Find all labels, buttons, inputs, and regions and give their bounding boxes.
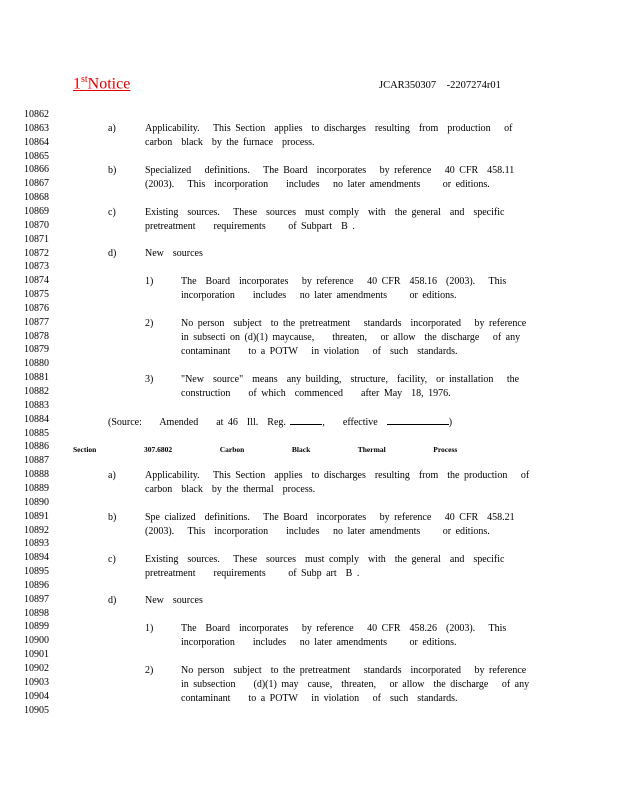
new-sources-heading-2: New sources bbox=[145, 595, 203, 606]
prohibition-text-2-cont2: contaminant to a POTW in violation of such standards. bbox=[181, 693, 458, 704]
new-sources-incorporation-cont: incorporation includes no later amendments or editions. bbox=[181, 290, 457, 301]
applicability-text-2-cont: carbon black by the thermal process. bbox=[145, 484, 316, 495]
section-heading: Section 307.6802 Carbon Black Thermal Process bbox=[73, 445, 458, 454]
source-note-effective: , effective bbox=[322, 417, 378, 428]
item-label-a-2: a) bbox=[108, 470, 116, 481]
new-source-definition: "New source" means any building, structure, facility, or installation the bbox=[181, 374, 520, 385]
new-sources-incorporation-2: The Board incorporates by reference 40 CFR 458.26 (2003). This bbox=[181, 623, 507, 634]
item-label-d: d) bbox=[108, 248, 117, 259]
line-number: 10902 bbox=[24, 663, 49, 674]
source-note-prefix: (Source: Amended at 46 Ill. Reg. bbox=[108, 417, 286, 428]
applicability-text: Applicability. This Section applies to discharges resulting from production of bbox=[145, 123, 513, 134]
definitions-text-2-cont: (2003). This incorporation includes no later amendments or editions. bbox=[145, 526, 490, 537]
existing-sources-text-2: Existing sources. These sources must comply with the general and specific bbox=[145, 554, 505, 565]
line-number: 10878 bbox=[24, 330, 49, 342]
item-label-a: a) bbox=[108, 123, 116, 134]
item-label-d1-2: 1) bbox=[145, 623, 154, 634]
line-number: 10895 bbox=[24, 566, 49, 577]
line-number: 10898 bbox=[24, 607, 49, 619]
existing-sources-text-2-cont: pretreatment requirements of Subp art B . bbox=[145, 568, 360, 579]
line-number: 10894 bbox=[24, 552, 49, 564]
line-number: 10862 bbox=[24, 109, 49, 120]
line-number: 10881 bbox=[24, 372, 49, 384]
item-label-c-2: c) bbox=[108, 554, 116, 565]
item-label-c: c) bbox=[108, 207, 116, 218]
line-number: 10870 bbox=[24, 219, 49, 231]
source-note-suffix: ) bbox=[448, 417, 453, 428]
item-label-b-2: b) bbox=[108, 512, 117, 523]
prohibition-text-2: No person subject to the pretreatment standards incorporated by reference bbox=[181, 665, 527, 676]
line-number: 10890 bbox=[24, 496, 49, 508]
line-number: 10889 bbox=[24, 482, 49, 494]
line-number: 10904 bbox=[24, 690, 49, 702]
prohibition-text: No person subject to the pretreatment standards incorporated by reference bbox=[181, 318, 527, 329]
definitions-text-cont: (2003). This incorporation includes no later amendments or editions. bbox=[145, 179, 490, 190]
item-label-d3: 3) bbox=[145, 374, 154, 385]
line-number: 10866 bbox=[24, 164, 49, 176]
item-label-b: b) bbox=[108, 165, 117, 176]
item-label-d-2: d) bbox=[108, 595, 117, 606]
new-sources-heading: New sources bbox=[145, 248, 203, 259]
notice-number: 1 bbox=[73, 75, 81, 93]
line-number: 10896 bbox=[24, 579, 49, 591]
notice-title bbox=[73, 74, 140, 93]
line-number: 10901 bbox=[24, 649, 49, 661]
line-number: 10875 bbox=[24, 289, 49, 300]
prohibition-text-2-cont: in subsection (d)(1) may cause, threaten, or allow the discharge of any bbox=[181, 679, 530, 690]
line-number: 10884 bbox=[24, 413, 49, 425]
line-number: 10863 bbox=[24, 122, 49, 134]
source-note bbox=[108, 415, 452, 429]
line-number: 10887 bbox=[24, 455, 49, 467]
line-number: 10892 bbox=[24, 524, 49, 536]
new-sources-incorporation: The Board incorporates by reference 40 CFR 458.16 (2003). This bbox=[181, 276, 507, 287]
line-number: 10880 bbox=[24, 358, 49, 370]
item-label-d1: 1) bbox=[145, 276, 154, 287]
line-number: 10872 bbox=[24, 247, 49, 259]
definitions-text-2: Spe cialized definitions. The Board incorporates by reference 40 CFR 458.21 bbox=[145, 512, 515, 523]
prohibition-text-cont: in subsecti on (d)(1) maycause, threaten, or allow the discharge of any bbox=[181, 332, 521, 343]
line-number: 10903 bbox=[24, 676, 49, 688]
line-number: 10877 bbox=[24, 316, 49, 328]
line-number: 10897 bbox=[24, 593, 49, 605]
line-number: 10864 bbox=[24, 136, 49, 148]
line-number: 10871 bbox=[24, 233, 49, 245]
line-number: 10885 bbox=[24, 427, 49, 439]
line-number: 10879 bbox=[24, 344, 49, 356]
line-number: 10900 bbox=[24, 635, 49, 647]
effective-date-blank bbox=[387, 415, 449, 425]
existing-sources-text-cont: pretreatment requirements of Subpart B . bbox=[145, 221, 355, 232]
line-number: 10891 bbox=[24, 510, 49, 522]
definitions-text: Specialized definitions. The Board incorporates by reference 40 CFR 458.11 bbox=[145, 165, 515, 176]
line-number: 10882 bbox=[24, 386, 49, 397]
line-number: 10893 bbox=[24, 538, 49, 550]
applicability-text-cont: carbon black by the furnace process. bbox=[145, 137, 315, 148]
line-number: 10899 bbox=[24, 621, 49, 633]
line-number: 10883 bbox=[24, 399, 49, 411]
line-number: 10905 bbox=[24, 704, 49, 716]
prohibition-text-cont2: contaminant to a POTW in violation of such standards. bbox=[181, 346, 458, 357]
document-id: JCAR350307 -2207274r01 bbox=[379, 80, 501, 91]
line-number: 10888 bbox=[24, 469, 49, 481]
applicability-text-2: Applicability. This Section applies to discharges resulting from the production of bbox=[145, 470, 530, 481]
line-number: 10869 bbox=[24, 205, 49, 217]
reg-volume-blank bbox=[290, 415, 322, 425]
notice-ordinal-suffix: st bbox=[81, 74, 88, 85]
notice-word: Notice bbox=[87, 75, 131, 93]
line-number: 10876 bbox=[24, 302, 49, 314]
new-sources-incorporation-2-cont: incorporation includes no later amendments or editions. bbox=[181, 637, 457, 648]
item-label-d2-2: 2) bbox=[145, 665, 154, 676]
line-number: 10874 bbox=[24, 275, 49, 287]
line-number: 10868 bbox=[24, 192, 49, 204]
line-number: 10873 bbox=[24, 261, 49, 273]
line-number: 10867 bbox=[24, 178, 49, 190]
item-label-d2: 2) bbox=[145, 318, 154, 329]
line-number: 10886 bbox=[24, 441, 49, 453]
new-source-definition-cont: construction of which commenced after May 18, 1976. bbox=[181, 388, 451, 399]
existing-sources-text: Existing sources. These sources must comply with the general and specific bbox=[145, 207, 505, 218]
line-number: 10865 bbox=[24, 150, 49, 162]
